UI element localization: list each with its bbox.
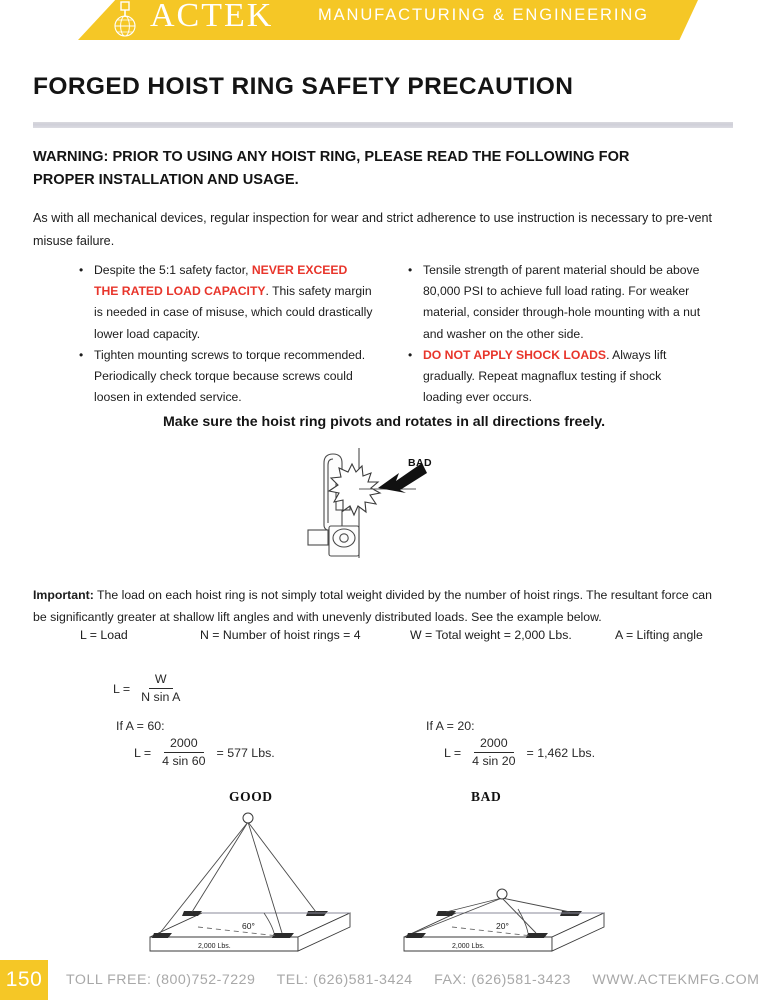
formula-condition: If A = 20: [426,719,475,733]
important-paragraph [33,585,723,628]
brand-tagline: MANUFACTURING & ENGINEERING [318,6,649,24]
formula-main [113,672,191,705]
load-label-good: 2,000 Lbs. [198,943,231,950]
footer-contact-info [66,972,760,988]
list-item [78,345,373,409]
bullet-column-left [78,260,373,408]
definition-angle: A = Lifting angle [615,628,703,642]
definition-load: L = Load [80,628,128,642]
diagram-label-good: GOOD [229,789,273,804]
formula-numerator: W [149,672,173,689]
definition-weight: W = Total weight = 2,000 Lbs. [410,628,572,642]
variable-definitions [80,628,720,642]
bullet-pre: Tensile strength of parent material should be above 80,000 PSI to achieve full load rating. For weaker material, consider through-hole mounting with a nut and washer on the other side. [423,263,701,341]
formula-denominator: 4 sin 20 [472,754,516,768]
formula-fraction [466,736,521,769]
footer-fax: FAX: (626)581-3423 [434,972,571,988]
bullet-post: . Always lift gradually. Repeat magnaflux testing if shock loading ever occurs. [423,347,667,405]
ring-figure-bad-label: BAD [408,457,432,469]
bullet-emphasis: NEVER EXCEED THE RATED LOAD CAPACITY [94,263,348,299]
formula-lhs: L = [113,681,131,696]
list-item [407,260,702,345]
angle-label-good: 60° [242,921,255,931]
page-number-badge: 150 [0,960,48,1000]
definition-count: N = Number of hoist rings = 4 [200,628,361,642]
pivot-note: Make sure the hoist ring pivots and rotates in all directions freely. [162,414,606,430]
formula-fraction [156,736,211,769]
formula-fraction [135,672,186,705]
formula-denominator: N sin A [141,690,181,704]
diagram-label-bad: BAD [471,789,502,804]
brand-name: ACTEK [150,0,274,34]
header-banner [0,0,768,40]
bullet-pre: Tighten mounting screws to torque recommended. Periodically check torque because screws could loosen in extended service. [94,347,366,405]
formula-numerator: 2000 [474,736,514,753]
list-item [407,345,702,409]
hoist-ring-globe-icon [110,1,140,39]
formula-lhs: L = [134,745,152,760]
important-lead: Important: [33,588,94,602]
intro-paragraph: As with all mechanical devices, regular inspection for wear and strict adherence to use instruction is necessary to pre-vent misuse failure. [33,211,712,248]
rigging-diagram-bad [392,805,630,965]
formula-denominator: 4 sin 60 [162,754,206,768]
bullet-post: . This safety margin is needed in case of misuse, which could drastically lower load capacity. [94,284,373,341]
formula-numerator: 2000 [164,736,204,753]
formula-example-60 [116,719,275,769]
formula-lhs: L = [444,745,462,760]
footer-website[interactable]: WWW.ACTEKMFG.COM [592,972,760,988]
footer-toll-free: TOLL FREE: (800)752-7229 [66,972,256,988]
formula-result: = 1,462 Lbs. [526,745,596,760]
load-label-bad: 2,000 Lbs. [452,943,485,950]
angle-label-bad: 20° [496,921,509,931]
bullet-pre: Despite the 5:1 safety factor, [94,263,252,277]
hoist-ring-side-view-icon [296,448,466,558]
bullet-column-right [407,260,702,408]
footer-divider [0,963,768,964]
formula-condition: If A = 60: [116,719,165,733]
bullet-columns [78,260,703,408]
title-divider [33,122,733,128]
formula-example-20 [426,719,595,769]
page-title: FORGED HOIST RING SAFETY PRECAUTION [33,73,574,100]
rigging-diagram-good [138,805,376,965]
list-item [78,260,373,345]
bullet-emphasis: DO NOT APPLY SHOCK LOADS [423,347,607,362]
warning-text: WARNING: PRIOR TO USING ANY HOIST RING, PLEASE READ THE FOLLOWING FOR PROPER INSTALLATION AND USAGE. [33,149,630,188]
formula-result: = 577 Lbs. [216,745,275,760]
footer-tel: TEL: (626)581-3424 [276,972,413,988]
important-body: The load on each hoist ring is not simply total weight divided by the number of hoist rings. The resultant force can be significantly greater at shallow lift angles and with unevenly distributed loads. See the example below. [33,588,712,624]
